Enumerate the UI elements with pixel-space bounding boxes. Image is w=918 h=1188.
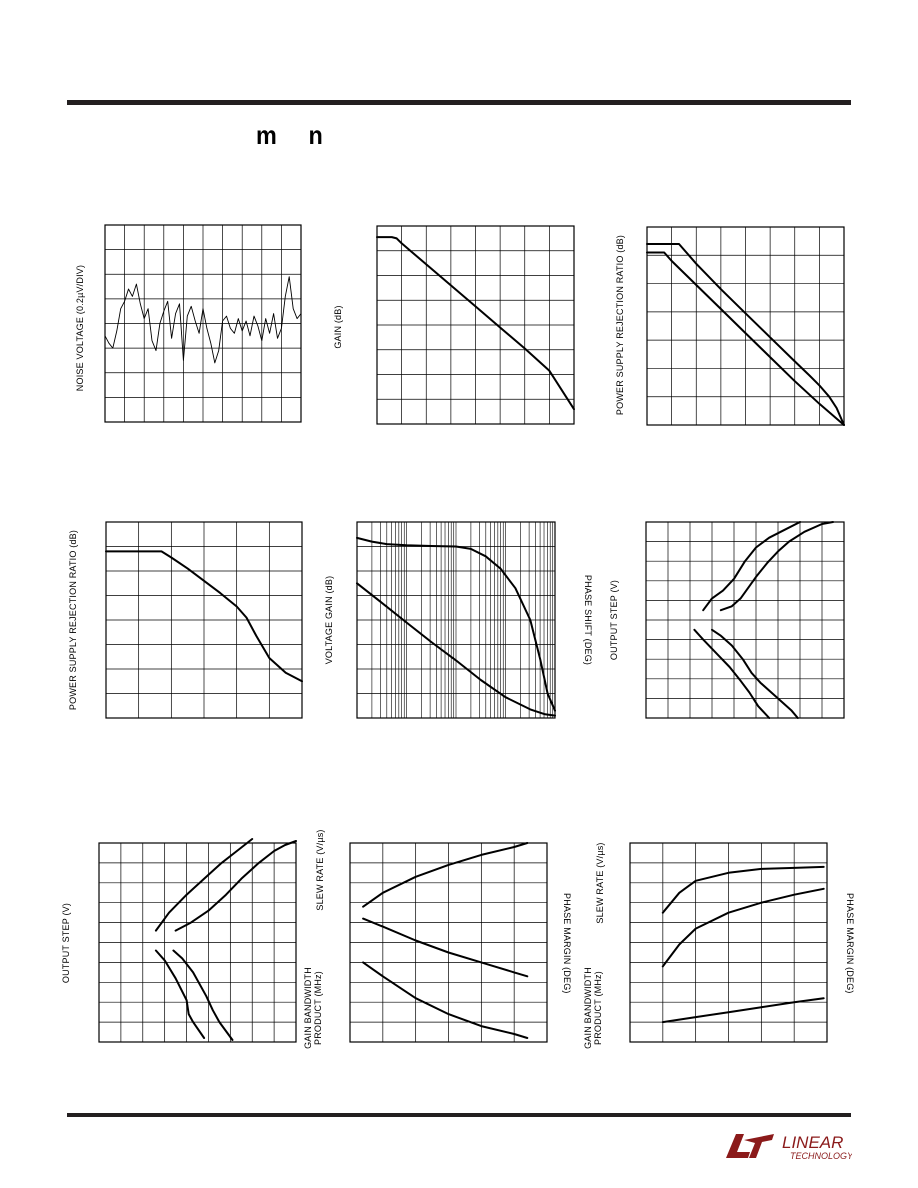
logo-sub: TECHNOLOGY — [790, 1151, 852, 1161]
ylabel-phase-margin-b: PHASE MARGIN (DEG) — [845, 893, 855, 994]
ylabel-phase-shift: PHASE SHIFT (DEG) — [583, 574, 593, 666]
ylabel-gbw-a-line2: PRODUCT (MHz) — [313, 971, 323, 1045]
chart-psrr-b — [106, 522, 302, 718]
chart-slew-gbw-pm-b — [630, 843, 827, 1042]
series-line-2 — [363, 919, 527, 977]
ylabel-psrr-b: POWER SUPPLY REJECTION RATIO (dB) — [68, 529, 78, 711]
chart-output-step-a — [646, 522, 844, 718]
logo-name: LINEAR — [782, 1133, 844, 1152]
series-line-1 — [363, 843, 527, 907]
series-line-2 — [721, 522, 833, 610]
page-heading: m n — [256, 120, 336, 150]
ylabel-voltage-gain: VOLTAGE GAIN (dB) — [324, 575, 334, 665]
series-line-3 — [156, 951, 204, 1039]
chart-voltage-gain-phase — [357, 522, 555, 718]
ylabel-output-step-b: OUTPUT STEP (V) — [61, 902, 71, 984]
chart-noise-voltage — [105, 225, 301, 422]
series-line-1 — [156, 839, 252, 931]
ylabel-phase-margin-a: PHASE MARGIN (DEG) — [562, 893, 572, 994]
chart-gain — [377, 226, 574, 424]
series-line-2 — [176, 841, 296, 931]
lt-logo-icon — [724, 1128, 852, 1164]
ylabel-output-step-a: OUTPUT STEP (V) — [609, 579, 619, 661]
ylabel-slew-rate-b: SLEW RATE (V/µs) — [595, 842, 605, 924]
chart-psrr-a — [647, 227, 844, 425]
ylabel-gbw-a-line1: GAIN BANDWIDTH — [303, 967, 313, 1049]
top-rule — [67, 100, 851, 105]
ylabel-gbw-b-line2: PRODUCT (MHz) — [593, 971, 603, 1045]
chart-output-step-b — [99, 843, 296, 1042]
ylabel-slew-rate-a: SLEW RATE (V/µs) — [315, 829, 325, 911]
bottom-rule — [67, 1113, 851, 1117]
series-line-3 — [363, 962, 527, 1038]
ylabel-noise-voltage: NOISE VOLTAGE (0.2µV/DIV) — [75, 264, 85, 392]
ylabel-psrr-a: POWER SUPPLY REJECTION RATIO (dB) — [615, 234, 625, 416]
series-line-3 — [663, 998, 824, 1022]
series-line-1 — [703, 522, 800, 610]
ylabel-gain: GAIN (dB) — [333, 305, 343, 349]
linear-technology-logo — [724, 1128, 852, 1164]
ylabel-gbw-b-line1: GAIN BANDWIDTH — [583, 967, 593, 1049]
series-line-4 — [712, 630, 798, 718]
series-line-4 — [173, 951, 232, 1041]
series-line-3 — [694, 630, 769, 718]
chart-slew-gbw-pm-a — [350, 843, 547, 1042]
series-line-2 — [663, 889, 824, 967]
series-line-1 — [663, 867, 824, 913]
